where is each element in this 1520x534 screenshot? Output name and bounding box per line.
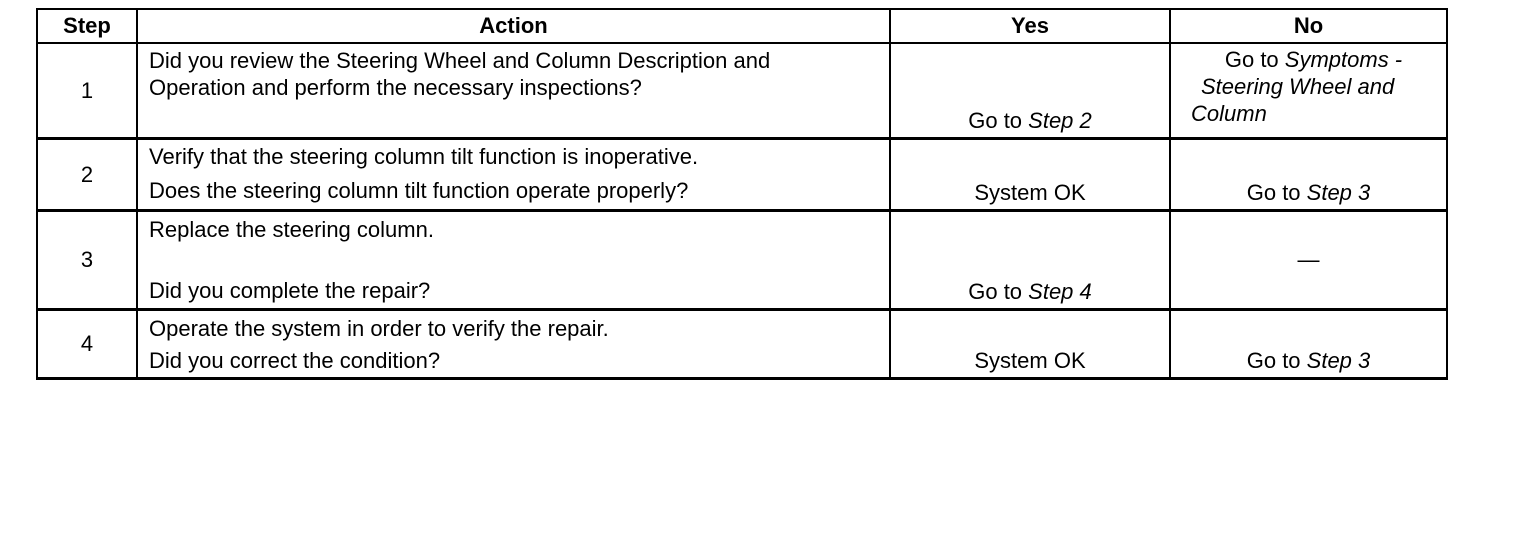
header-no: No [1170, 9, 1447, 43]
action-line: Operate the system in order to verify the repair. [149, 316, 609, 341]
step-reference: Step 2 [1028, 108, 1092, 133]
action-line: Did you complete the repair? [149, 278, 431, 303]
no-result: Go to Symptoms - Steering Wheel and Column [1191, 47, 1403, 126]
yes-result: Go to Step 4 [968, 279, 1092, 304]
yes-cell [890, 211, 1170, 310]
yes-cell [890, 310, 1170, 379]
step-reference: Step 4 [1028, 279, 1092, 304]
no-result-dash: — [1297, 247, 1320, 272]
step-reference: Step 3 [1306, 180, 1371, 205]
action-line: Does the steering column tilt function operate properly? [149, 178, 689, 203]
step-number: 3 [37, 211, 137, 310]
yes-result: System OK [974, 348, 1086, 373]
symptoms-reference: Symptoms - [1284, 47, 1403, 72]
yes-cell [890, 139, 1170, 211]
header-action: Action [137, 9, 890, 43]
no-cell [1170, 211, 1447, 310]
action-line: Did you review the Steering Wheel and Column Description and [149, 48, 771, 73]
table-row [37, 211, 1447, 310]
action-line: Operation and perform the necessary inspections? [149, 75, 642, 100]
action-cell [137, 310, 890, 379]
header-row [37, 9, 1447, 43]
action-line: Replace the steering column. [149, 217, 434, 242]
action-cell [137, 43, 890, 139]
no-result: Go to Step 3 [1246, 348, 1371, 373]
table-row [37, 139, 1447, 211]
action-cell [137, 139, 890, 211]
no-cell [1170, 139, 1447, 211]
yes-result: Go to Step 2 [968, 108, 1092, 133]
diagnostic-table [36, 8, 1448, 380]
action-cell [137, 211, 890, 310]
action-line: Verify that the steering column tilt function is inoperative. [149, 144, 699, 169]
step-reference: Step 3 [1306, 348, 1371, 373]
table-row [37, 310, 1447, 379]
action-line: Did you correct the condition? [149, 348, 441, 373]
table-row [37, 43, 1447, 139]
step-number: 1 [37, 43, 137, 139]
no-cell [1170, 43, 1447, 139]
no-result: Go to Step 3 [1246, 180, 1371, 205]
header-step: Step [37, 9, 137, 43]
yes-cell [890, 43, 1170, 139]
no-cell [1170, 310, 1447, 379]
step-number: 2 [37, 139, 137, 211]
yes-result: System OK [974, 180, 1086, 205]
step-number: 4 [37, 310, 137, 379]
header-yes: Yes [890, 9, 1170, 43]
